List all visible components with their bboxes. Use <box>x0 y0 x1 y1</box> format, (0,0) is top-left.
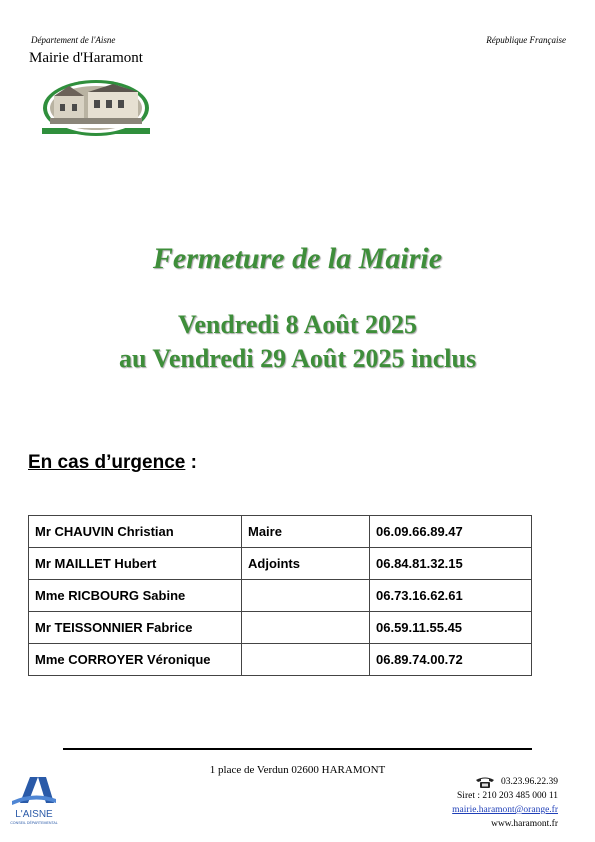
footer-email-link[interactable]: mairie.haramont@orange.fr <box>452 805 558 815</box>
table-row <box>29 548 532 580</box>
contact-name: Mr MAILLET Hubert <box>29 548 242 580</box>
contact-name: Mr TEISSONNIER Fabrice <box>29 612 242 644</box>
footer-phone: 03.23.96.22.39 <box>501 777 558 787</box>
emergency-heading-text: En cas d’urgence <box>28 452 186 473</box>
table-row <box>29 644 532 676</box>
footer-divider <box>63 748 532 750</box>
contact-name: Mme CORROYER Véronique <box>29 644 242 676</box>
contact-role <box>242 612 370 644</box>
table-row <box>29 612 532 644</box>
notice-title: Fermeture de la Mairie <box>152 242 443 275</box>
contact-phone: 06.84.81.32.15 <box>370 548 532 580</box>
footer-siret: Siret : 210 203 485 000 11 <box>457 791 558 801</box>
contact-phone: 06.09.66.89.47 <box>370 516 532 548</box>
period-start: Vendredi 8 Août 2025 <box>177 310 418 339</box>
aisne-logo-subtext: CONSEIL DÉPARTEMENTAL <box>10 821 58 825</box>
footer-address: 1 place de Verdun 02600 HARAMONT <box>209 764 386 776</box>
closure-period <box>0 308 595 376</box>
emergency-heading <box>28 452 197 474</box>
footer-phone-row <box>452 775 558 789</box>
department-label: Département de l'Aisne <box>31 35 116 45</box>
contact-role: Maire <box>242 516 370 548</box>
contact-phone: 06.89.74.00.72 <box>370 644 532 676</box>
footer-website[interactable]: www.haramont.fr <box>491 819 558 829</box>
emergency-heading-colon: : <box>185 452 197 473</box>
contact-phone: 06.73.16.62.61 <box>370 580 532 612</box>
contact-role: Adjoints <box>242 548 370 580</box>
table-row <box>29 516 532 548</box>
period-end: au Vendredi 29 Août 2025 inclus <box>118 344 477 373</box>
contact-phone: 06.59.11.55.45 <box>370 612 532 644</box>
contact-role <box>242 644 370 676</box>
mairie-name: Mairie d'Haramont <box>29 50 143 66</box>
telephone-icon <box>475 776 495 789</box>
contact-name: Mr CHAUVIN Christian <box>29 516 242 548</box>
contact-name: Mme RICBOURG Sabine <box>29 580 242 612</box>
republic-label: République Française <box>486 35 566 45</box>
emergency-contacts-table <box>28 515 532 676</box>
mairie-logo <box>40 78 152 138</box>
aisne-logo <box>8 775 60 827</box>
footer-contact <box>452 775 558 831</box>
table-row <box>29 580 532 612</box>
contact-role <box>242 580 370 612</box>
aisne-logo-text: L'AISNE <box>15 809 53 820</box>
